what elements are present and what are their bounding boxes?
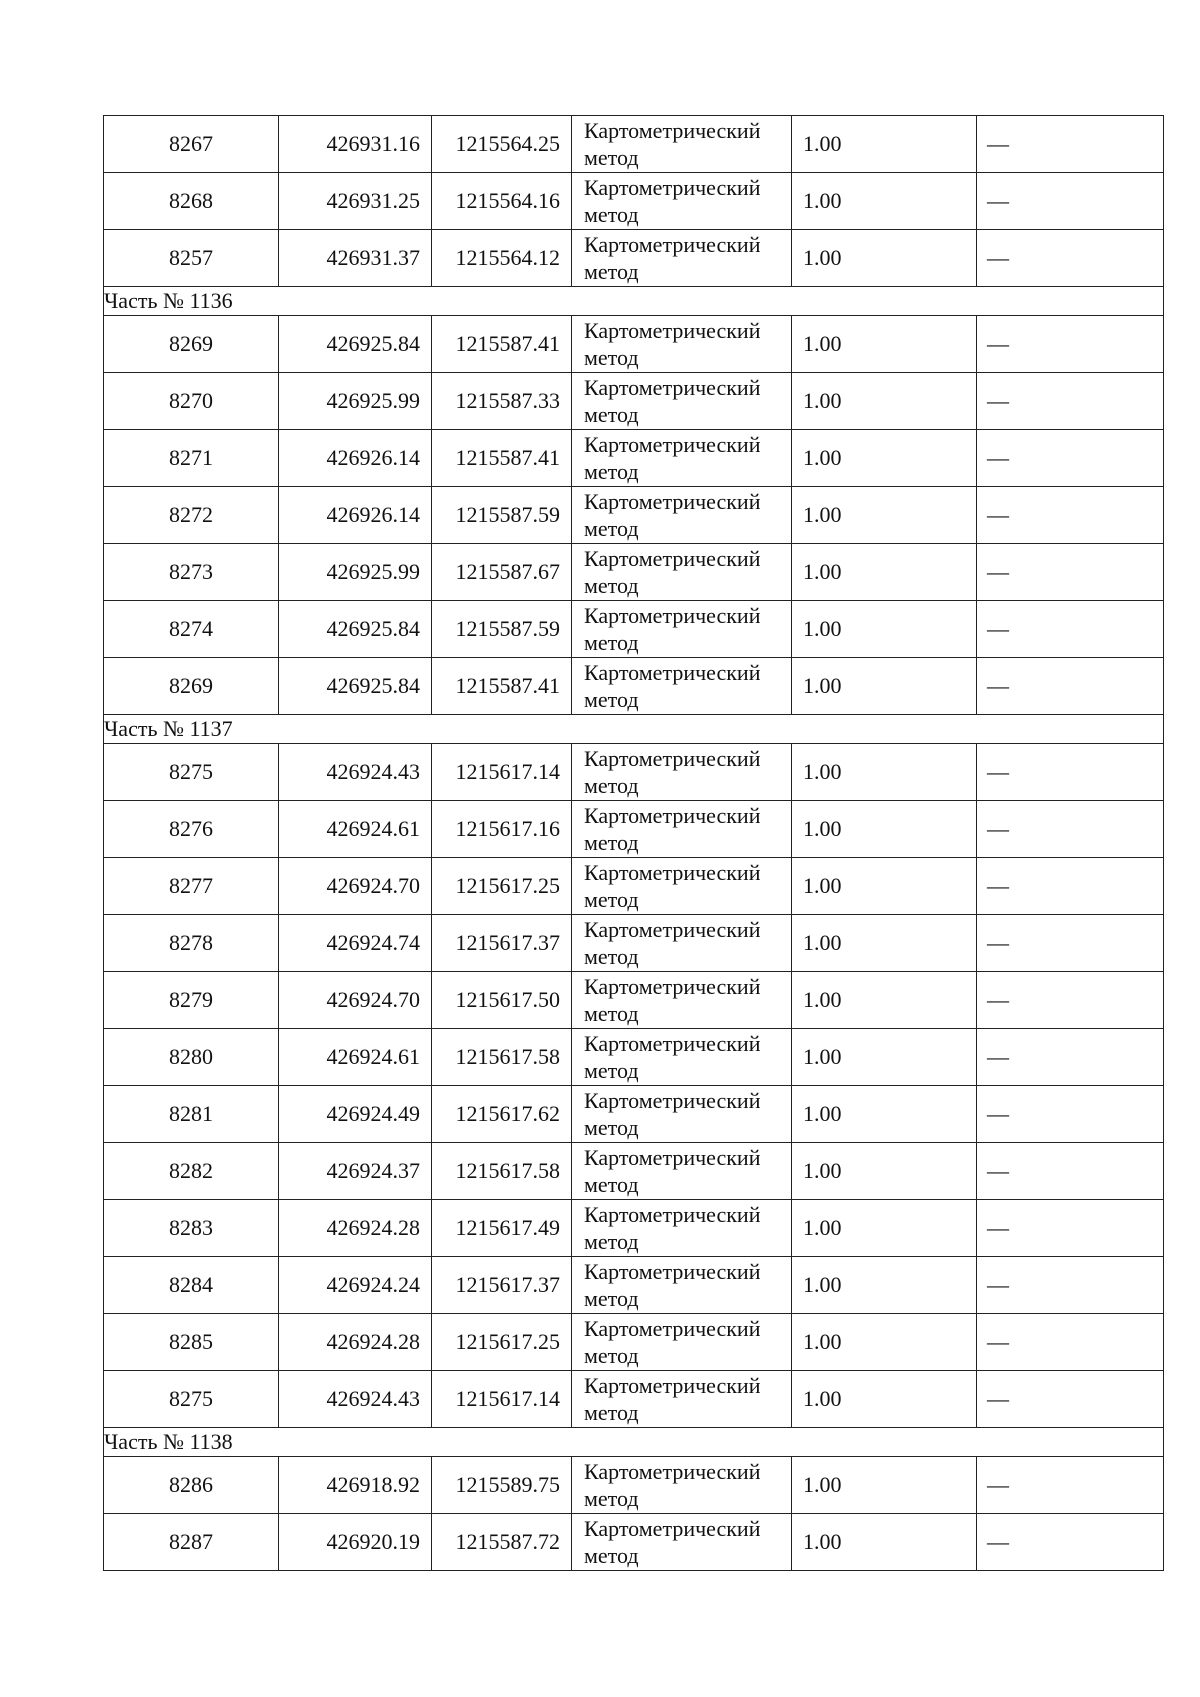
method-line-2: метод bbox=[584, 202, 639, 227]
coordinate-x: 426931.37 bbox=[279, 230, 432, 287]
point-number: 8273 bbox=[104, 544, 279, 601]
determination-method bbox=[572, 1086, 792, 1143]
method-line-1: Картометрический bbox=[584, 660, 761, 685]
coordinate-x: 426924.28 bbox=[279, 1314, 432, 1371]
coordinate-y: 1215617.14 bbox=[432, 744, 572, 801]
description-dash: — bbox=[987, 388, 1009, 413]
table-row bbox=[104, 1514, 1164, 1571]
description-cell bbox=[977, 173, 1164, 230]
description-cell bbox=[977, 658, 1164, 715]
part-header-row bbox=[104, 287, 1164, 316]
accuracy-value: 1.00 bbox=[792, 373, 977, 430]
table-row bbox=[104, 230, 1164, 287]
accuracy-value: 1.00 bbox=[792, 430, 977, 487]
coordinate-x: 426924.37 bbox=[279, 1143, 432, 1200]
table-row bbox=[104, 1314, 1164, 1371]
coordinate-x: 426924.61 bbox=[279, 801, 432, 858]
coordinate-x: 426924.61 bbox=[279, 1029, 432, 1086]
point-number: 8283 bbox=[104, 1200, 279, 1257]
accuracy-value: 1.00 bbox=[792, 1257, 977, 1314]
description-cell bbox=[977, 544, 1164, 601]
description-cell bbox=[977, 1143, 1164, 1200]
coordinate-x: 426924.43 bbox=[279, 744, 432, 801]
description-cell bbox=[977, 858, 1164, 915]
accuracy-value: 1.00 bbox=[792, 1514, 977, 1571]
accuracy-value: 1.00 bbox=[792, 1457, 977, 1514]
method-line-2: метод bbox=[584, 345, 639, 370]
table-row bbox=[104, 972, 1164, 1029]
coordinate-x: 426924.74 bbox=[279, 915, 432, 972]
method-line-1: Картометрический bbox=[584, 232, 761, 257]
method-line-2: метод bbox=[584, 1486, 639, 1511]
description-dash: — bbox=[987, 673, 1009, 698]
coordinate-y: 1215617.25 bbox=[432, 858, 572, 915]
method-line-1: Картометрический bbox=[584, 1316, 761, 1341]
accuracy-value: 1.00 bbox=[792, 1200, 977, 1257]
table-row bbox=[104, 1457, 1164, 1514]
description-dash: — bbox=[987, 502, 1009, 527]
point-number: 8282 bbox=[104, 1143, 279, 1200]
method-line-1: Картометрический bbox=[584, 803, 761, 828]
coordinate-x: 426931.25 bbox=[279, 173, 432, 230]
accuracy-value: 1.00 bbox=[792, 230, 977, 287]
accuracy-value: 1.00 bbox=[792, 972, 977, 1029]
table-row bbox=[104, 1086, 1164, 1143]
point-number: 8269 bbox=[104, 316, 279, 373]
method-line-1: Картометрический bbox=[584, 1202, 761, 1227]
determination-method bbox=[572, 1457, 792, 1514]
coordinate-y: 1215617.50 bbox=[432, 972, 572, 1029]
description-dash: — bbox=[987, 873, 1009, 898]
point-number: 8275 bbox=[104, 744, 279, 801]
method-line-2: метод bbox=[584, 687, 639, 712]
method-line-2: метод bbox=[584, 1001, 639, 1026]
method-line-1: Картометрический bbox=[584, 175, 761, 200]
point-number: 8284 bbox=[104, 1257, 279, 1314]
description-cell bbox=[977, 1457, 1164, 1514]
description-dash: — bbox=[987, 616, 1009, 641]
description-dash: — bbox=[987, 245, 1009, 270]
determination-method bbox=[572, 1514, 792, 1571]
part-label: Часть № 1137 bbox=[104, 715, 1164, 744]
table-row bbox=[104, 658, 1164, 715]
description-dash: — bbox=[987, 1472, 1009, 1497]
coordinate-y: 1215617.37 bbox=[432, 915, 572, 972]
description-dash: — bbox=[987, 445, 1009, 470]
description-cell bbox=[977, 1200, 1164, 1257]
coordinate-y: 1215617.58 bbox=[432, 1143, 572, 1200]
method-line-2: метод bbox=[584, 1400, 639, 1425]
determination-method bbox=[572, 487, 792, 544]
point-number: 8275 bbox=[104, 1371, 279, 1428]
coordinate-y: 1215617.49 bbox=[432, 1200, 572, 1257]
coordinate-y: 1215587.41 bbox=[432, 430, 572, 487]
method-line-2: метод bbox=[584, 830, 639, 855]
method-line-2: метод bbox=[584, 944, 639, 969]
method-line-1: Картометрический bbox=[584, 546, 761, 571]
description-cell bbox=[977, 1029, 1164, 1086]
table-row bbox=[104, 801, 1164, 858]
part-header-row bbox=[104, 715, 1164, 744]
table-row bbox=[104, 544, 1164, 601]
table-row bbox=[104, 487, 1164, 544]
coordinate-y: 1215587.41 bbox=[432, 658, 572, 715]
description-cell bbox=[977, 1514, 1164, 1571]
description-cell bbox=[977, 1371, 1164, 1428]
determination-method bbox=[572, 230, 792, 287]
description-dash: — bbox=[987, 559, 1009, 584]
coordinate-y: 1215564.12 bbox=[432, 230, 572, 287]
coordinate-y: 1215587.41 bbox=[432, 316, 572, 373]
description-cell bbox=[977, 744, 1164, 801]
table-row bbox=[104, 373, 1164, 430]
point-number: 8270 bbox=[104, 373, 279, 430]
method-line-1: Картометрический bbox=[584, 860, 761, 885]
point-number: 8272 bbox=[104, 487, 279, 544]
description-cell bbox=[977, 1086, 1164, 1143]
description-cell bbox=[977, 601, 1164, 658]
point-number: 8257 bbox=[104, 230, 279, 287]
coordinate-x: 426925.84 bbox=[279, 316, 432, 373]
coordinate-y: 1215587.33 bbox=[432, 373, 572, 430]
table-row bbox=[104, 116, 1164, 173]
method-line-1: Картометрический bbox=[584, 1459, 761, 1484]
determination-method bbox=[572, 1371, 792, 1428]
description-dash: — bbox=[987, 1386, 1009, 1411]
method-line-1: Картометрический bbox=[584, 746, 761, 771]
point-number: 8281 bbox=[104, 1086, 279, 1143]
method-line-2: метод bbox=[584, 1286, 639, 1311]
description-dash: — bbox=[987, 1158, 1009, 1183]
accuracy-value: 1.00 bbox=[792, 1143, 977, 1200]
coordinate-y: 1215564.16 bbox=[432, 173, 572, 230]
method-line-1: Картометрический bbox=[584, 603, 761, 628]
accuracy-value: 1.00 bbox=[792, 858, 977, 915]
determination-method bbox=[572, 373, 792, 430]
method-line-2: метод bbox=[584, 516, 639, 541]
description-dash: — bbox=[987, 1101, 1009, 1126]
determination-method bbox=[572, 858, 792, 915]
method-line-2: метод bbox=[584, 259, 639, 284]
coordinate-x: 426925.99 bbox=[279, 373, 432, 430]
point-number: 8278 bbox=[104, 915, 279, 972]
determination-method bbox=[572, 1143, 792, 1200]
description-cell bbox=[977, 487, 1164, 544]
determination-method bbox=[572, 1200, 792, 1257]
description-dash: — bbox=[987, 131, 1009, 156]
description-cell bbox=[977, 1314, 1164, 1371]
accuracy-value: 1.00 bbox=[792, 487, 977, 544]
coordinate-y: 1215617.14 bbox=[432, 1371, 572, 1428]
method-line-1: Картометрический bbox=[584, 318, 761, 343]
coordinate-y: 1215587.59 bbox=[432, 487, 572, 544]
description-dash: — bbox=[987, 1215, 1009, 1240]
method-line-2: метод bbox=[584, 630, 639, 655]
description-dash: — bbox=[987, 1529, 1009, 1554]
method-line-1: Картометрический bbox=[584, 432, 761, 457]
table-row bbox=[104, 1371, 1164, 1428]
description-dash: — bbox=[987, 930, 1009, 955]
point-number: 8280 bbox=[104, 1029, 279, 1086]
point-number: 8287 bbox=[104, 1514, 279, 1571]
accuracy-value: 1.00 bbox=[792, 173, 977, 230]
determination-method bbox=[572, 1257, 792, 1314]
point-number: 8277 bbox=[104, 858, 279, 915]
coordinate-x: 426920.19 bbox=[279, 1514, 432, 1571]
method-line-1: Картометрический bbox=[584, 1373, 761, 1398]
coordinate-x: 426924.43 bbox=[279, 1371, 432, 1428]
description-dash: — bbox=[987, 987, 1009, 1012]
table-row bbox=[104, 744, 1164, 801]
point-number: 8286 bbox=[104, 1457, 279, 1514]
point-number: 8269 bbox=[104, 658, 279, 715]
determination-method bbox=[572, 173, 792, 230]
table-row bbox=[104, 173, 1164, 230]
coordinate-y: 1215589.75 bbox=[432, 1457, 572, 1514]
part-label: Часть № 1138 bbox=[104, 1428, 1164, 1457]
method-line-2: метод bbox=[584, 1543, 639, 1568]
accuracy-value: 1.00 bbox=[792, 658, 977, 715]
description-dash: — bbox=[987, 759, 1009, 784]
description-dash: — bbox=[987, 1329, 1009, 1354]
accuracy-value: 1.00 bbox=[792, 544, 977, 601]
method-line-1: Картометрический bbox=[584, 118, 761, 143]
coordinate-x: 426924.70 bbox=[279, 972, 432, 1029]
coordinate-y: 1215587.67 bbox=[432, 544, 572, 601]
method-line-2: метод bbox=[584, 402, 639, 427]
description-cell bbox=[977, 801, 1164, 858]
method-line-1: Картометрический bbox=[584, 917, 761, 942]
determination-method bbox=[572, 972, 792, 1029]
coordinate-x: 426924.24 bbox=[279, 1257, 432, 1314]
table-row bbox=[104, 915, 1164, 972]
accuracy-value: 1.00 bbox=[792, 601, 977, 658]
coordinate-x: 426925.84 bbox=[279, 601, 432, 658]
determination-method bbox=[572, 544, 792, 601]
table-row bbox=[104, 858, 1164, 915]
determination-method bbox=[572, 316, 792, 373]
method-line-1: Картометрический bbox=[584, 1145, 761, 1170]
table-row bbox=[104, 601, 1164, 658]
description-dash: — bbox=[987, 1044, 1009, 1069]
part-label: Часть № 1136 bbox=[104, 287, 1164, 316]
determination-method bbox=[572, 744, 792, 801]
determination-method bbox=[572, 801, 792, 858]
determination-method bbox=[572, 601, 792, 658]
description-dash: — bbox=[987, 1272, 1009, 1297]
method-line-1: Картометрический bbox=[584, 1259, 761, 1284]
description-cell bbox=[977, 915, 1164, 972]
point-number: 8285 bbox=[104, 1314, 279, 1371]
accuracy-value: 1.00 bbox=[792, 1029, 977, 1086]
method-line-1: Картометрический bbox=[584, 375, 761, 400]
description-dash: — bbox=[987, 188, 1009, 213]
coordinate-y: 1215617.25 bbox=[432, 1314, 572, 1371]
method-line-1: Картометрический bbox=[584, 1031, 761, 1056]
coordinate-y: 1215587.59 bbox=[432, 601, 572, 658]
coordinate-x: 426918.92 bbox=[279, 1457, 432, 1514]
table-row bbox=[104, 316, 1164, 373]
method-line-2: метод bbox=[584, 1343, 639, 1368]
accuracy-value: 1.00 bbox=[792, 744, 977, 801]
method-line-2: метод bbox=[584, 773, 639, 798]
method-line-2: метод bbox=[584, 1229, 639, 1254]
coordinate-y: 1215587.72 bbox=[432, 1514, 572, 1571]
description-cell bbox=[977, 430, 1164, 487]
description-cell bbox=[977, 316, 1164, 373]
coordinates-table bbox=[103, 115, 1164, 1571]
coordinate-x: 426924.28 bbox=[279, 1200, 432, 1257]
method-line-2: метод bbox=[584, 459, 639, 484]
table-row bbox=[104, 1029, 1164, 1086]
description-dash: — bbox=[987, 331, 1009, 356]
point-number: 8274 bbox=[104, 601, 279, 658]
description-dash: — bbox=[987, 816, 1009, 841]
determination-method bbox=[572, 1314, 792, 1371]
method-line-2: метод bbox=[584, 1115, 639, 1140]
description-cell bbox=[977, 230, 1164, 287]
determination-method bbox=[572, 1029, 792, 1086]
coordinate-y: 1215617.16 bbox=[432, 801, 572, 858]
point-number: 8271 bbox=[104, 430, 279, 487]
determination-method bbox=[572, 430, 792, 487]
method-line-2: метод bbox=[584, 145, 639, 170]
coordinate-y: 1215564.25 bbox=[432, 116, 572, 173]
description-cell bbox=[977, 972, 1164, 1029]
accuracy-value: 1.00 bbox=[792, 915, 977, 972]
accuracy-value: 1.00 bbox=[792, 1086, 977, 1143]
description-cell bbox=[977, 373, 1164, 430]
table-row bbox=[104, 1200, 1164, 1257]
accuracy-value: 1.00 bbox=[792, 316, 977, 373]
coordinate-x: 426926.14 bbox=[279, 487, 432, 544]
coordinate-y: 1215617.58 bbox=[432, 1029, 572, 1086]
description-cell bbox=[977, 1257, 1164, 1314]
point-number: 8268 bbox=[104, 173, 279, 230]
method-line-1: Картометрический bbox=[584, 1088, 761, 1113]
point-number: 8279 bbox=[104, 972, 279, 1029]
coordinate-x: 426925.99 bbox=[279, 544, 432, 601]
method-line-2: метод bbox=[584, 1172, 639, 1197]
method-line-2: метод bbox=[584, 1058, 639, 1083]
table-body bbox=[104, 116, 1164, 1571]
method-line-1: Картометрический bbox=[584, 974, 761, 999]
determination-method bbox=[572, 658, 792, 715]
accuracy-value: 1.00 bbox=[792, 1371, 977, 1428]
part-header-row bbox=[104, 1428, 1164, 1457]
coordinate-x: 426925.84 bbox=[279, 658, 432, 715]
table-row bbox=[104, 1257, 1164, 1314]
coordinate-y: 1215617.37 bbox=[432, 1257, 572, 1314]
method-line-1: Картометрический bbox=[584, 489, 761, 514]
coordinate-x: 426931.16 bbox=[279, 116, 432, 173]
description-cell bbox=[977, 116, 1164, 173]
table-row bbox=[104, 1143, 1164, 1200]
coordinate-x: 426926.14 bbox=[279, 430, 432, 487]
coordinate-x: 426924.49 bbox=[279, 1086, 432, 1143]
determination-method bbox=[572, 915, 792, 972]
point-number: 8267 bbox=[104, 116, 279, 173]
method-line-2: метод bbox=[584, 887, 639, 912]
table-row bbox=[104, 430, 1164, 487]
accuracy-value: 1.00 bbox=[792, 801, 977, 858]
determination-method bbox=[572, 116, 792, 173]
accuracy-value: 1.00 bbox=[792, 1314, 977, 1371]
accuracy-value: 1.00 bbox=[792, 116, 977, 173]
method-line-2: метод bbox=[584, 573, 639, 598]
method-line-1: Картометрический bbox=[584, 1516, 761, 1541]
point-number: 8276 bbox=[104, 801, 279, 858]
coordinate-y: 1215617.62 bbox=[432, 1086, 572, 1143]
coordinate-x: 426924.70 bbox=[279, 858, 432, 915]
